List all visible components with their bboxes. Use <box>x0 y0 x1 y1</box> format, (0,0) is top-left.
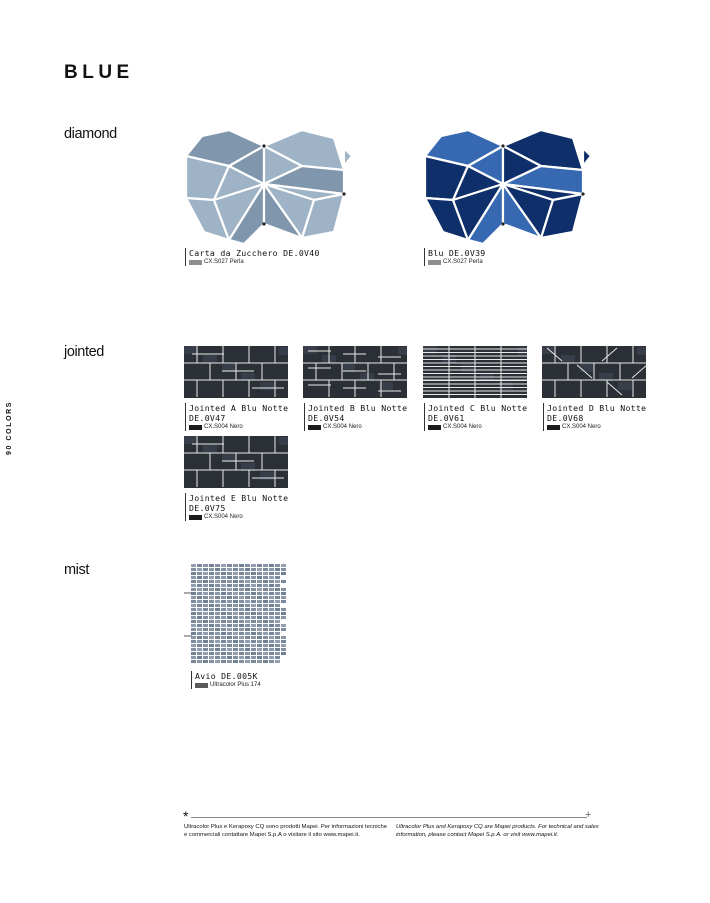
grout-code: CX.S027 Perla <box>443 259 483 265</box>
section-label-mist: mist <box>64 562 89 578</box>
grout-code: Ultracolor Plus 174 <box>210 682 261 688</box>
grout-info <box>428 258 486 266</box>
grout-code: CX.S004 Nero <box>204 424 243 430</box>
product-name: Jointed E Blu Notte <box>189 493 289 503</box>
tile-image-avio <box>184 563 288 665</box>
footer-note-italian: Ultracolor Plus e Kerapoxy CQ sono prodotti Mapei. Per informazioni tecniche e commerciali contattare Mapei S.p.A o visitare il sito www.mapei.it. <box>184 824 387 838</box>
product-caption <box>185 403 288 431</box>
product-code: DE.0V61 <box>428 413 465 423</box>
product-name: Jointed B Blu Notte <box>308 403 408 413</box>
product-name: Avio DE.005K <box>195 671 258 681</box>
product-code: DE.0V54 <box>308 413 345 423</box>
product-name: Blu DE.0V39 <box>428 248 486 258</box>
grout-info <box>195 681 261 689</box>
product-caption <box>543 403 646 431</box>
tile-image-jointed-c <box>423 346 527 398</box>
tile-image-carta-da-zucchero <box>184 128 352 244</box>
tile-image-jointed-a <box>184 346 288 398</box>
product-name: Jointed C Blu Notte <box>428 403 528 413</box>
product-name: Carta da Zucchero DE.0V40 <box>189 248 320 258</box>
product-caption <box>185 248 320 266</box>
grout-info <box>428 423 527 431</box>
footer-plus-mark: + <box>585 809 592 821</box>
grout-code: CX.S004 Nero <box>204 514 243 520</box>
grout-code: CX.S027 Perla <box>204 259 244 265</box>
grout-swatch <box>308 425 321 430</box>
tile-image-jointed-e <box>184 436 288 488</box>
grout-info <box>189 258 320 266</box>
product-code: DE.0V75 <box>189 503 226 513</box>
tile-image-jointed-b <box>303 346 407 398</box>
grout-swatch <box>547 425 560 430</box>
grout-info <box>547 423 646 431</box>
grout-swatch <box>189 515 202 520</box>
product-name: Jointed A Blu Notte <box>189 403 289 413</box>
product-caption <box>185 493 288 521</box>
product-code: DE.0V47 <box>189 413 226 423</box>
grout-code: CX.S004 Nero <box>323 424 362 430</box>
product-caption <box>424 248 486 266</box>
grout-swatch <box>428 425 441 430</box>
grout-info <box>189 423 288 431</box>
grout-swatch <box>195 683 208 688</box>
grout-swatch <box>189 425 202 430</box>
footer-note-english: Ultracolor Plus and Kerapoxy CQ are Mapei products. For technical and sales information, please contact Mapei S.p.A. or visit www.mapei.it. <box>396 824 599 838</box>
tile-image-blu <box>423 128 591 244</box>
grout-swatch <box>428 260 441 265</box>
tile-image-jointed-d <box>542 346 646 398</box>
page-title: BLUE <box>64 62 134 83</box>
product-code: DE.0V68 <box>547 413 584 423</box>
product-caption <box>424 403 527 431</box>
product-caption <box>191 671 261 689</box>
grout-code: CX.S004 Nero <box>443 424 482 430</box>
grout-info <box>189 513 288 521</box>
footnote-star: * <box>183 808 189 824</box>
product-caption <box>304 403 407 431</box>
sidebar-page-label: 90 COLORS <box>6 400 13 455</box>
footer-divider <box>191 817 587 818</box>
grout-swatch <box>189 260 202 265</box>
section-label-jointed: jointed <box>64 344 104 360</box>
grout-code: CX.S004 Nero <box>562 424 601 430</box>
product-name: Jointed D Blu Notte <box>547 403 647 413</box>
section-label-diamond: diamond <box>64 126 117 142</box>
grout-info <box>308 423 407 431</box>
